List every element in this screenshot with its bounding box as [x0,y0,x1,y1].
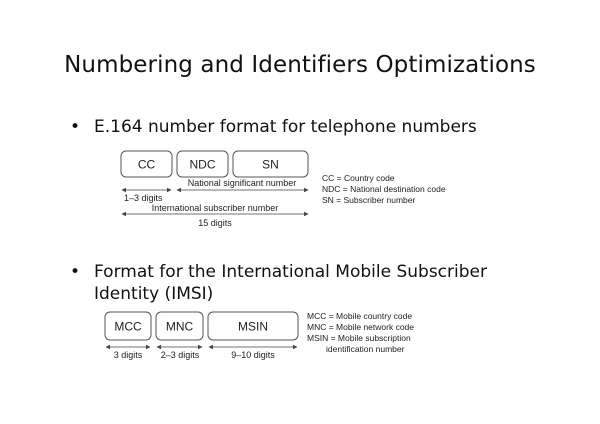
total-digits-label: 15 digits [198,218,232,228]
imsi-box-mnc-label: MNC [165,319,194,334]
e164-diagram [121,151,446,228]
e164-box-ndc-label: NDC [189,157,216,172]
cc-digits-label: 1–3 digits [124,193,163,203]
mcc-digits-label: 3 digits [113,350,143,360]
national-span-label: National significant number [187,178,297,188]
imsi-box-msin-label: MSIN [238,319,268,334]
msin-digits-label: 9–10 digits [231,350,275,360]
imsi-legend-msin: MSIN = Mobile subscription [307,333,411,343]
imsi-box-mcc-label: MCC [114,319,142,334]
e164-legend-sn: SN = Subscriber number [322,195,416,205]
bullet-text: E.164 number format for telephone numbers [94,117,477,137]
e164-box-cc-label: CC [137,157,156,172]
bullet-marker: • [70,262,81,282]
imsi-legend-msin-cont: identification number [326,344,405,354]
e164-box-sn-label: SN [262,157,279,172]
imsi-legend-mcc: MCC = Mobile country code [307,311,413,321]
slide-title: Numbering and Identifiers Optimizations [64,52,536,78]
international-span-label: International subscriber number [151,203,279,213]
bullet-text: Format for the International Mobile Subscriber Identity (IMSI) [94,262,487,304]
imsi-legend-mnc: MNC = Mobile network code [307,322,415,332]
e164-legend-cc: CC = Country code [322,173,395,183]
imsi-diagram [105,311,414,360]
e164-legend-ndc: NDC = National destination code [322,184,446,194]
bullet-marker: • [70,117,81,137]
mnc-digits-label: 2–3 digits [160,350,200,360]
